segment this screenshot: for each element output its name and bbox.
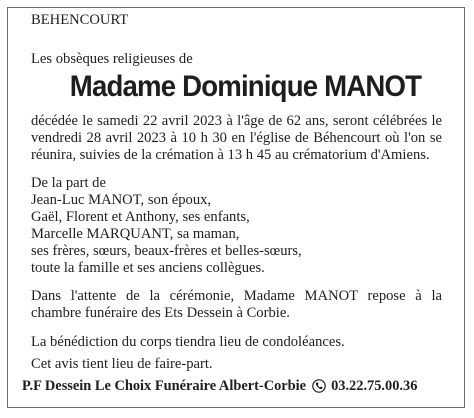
deceased-name: Madame Dominique MANOT: [69, 70, 422, 103]
town-name: BEHENCOURT: [31, 12, 129, 28]
family-line: toute la famille et ses anciens collègues.: [31, 260, 265, 276]
footer: [22, 377, 452, 395]
rest-line: Dans l'attente de la cérémonie, Madame MANOT repose à la: [31, 288, 442, 304]
details-line: décédée le samedi 22 avril 2023 à l'âge de 62 ans, seront célébrées le: [31, 113, 442, 129]
closing-text: Cet avis tient lieu de faire-part.: [31, 356, 213, 372]
phone-icon: [312, 379, 326, 393]
phone-number: 03.22.75.00.36: [331, 378, 418, 394]
family-line: De la part de: [31, 175, 106, 191]
family-line: Gaël, Florent et Anthony, ses enfants,: [31, 209, 250, 225]
blessing-text: La bénédiction du corps tiendra lieu de condoléances.: [31, 334, 345, 350]
intro-text: Les obsèques religieuses de: [31, 51, 193, 67]
funeral-home-name: P.F Dessein Le Choix Funéraire Albert-Corbie: [22, 378, 307, 394]
family-line: Marcelle MARQUANT, sa maman,: [31, 226, 240, 242]
family-line: ses frères, sœurs, beaux-frères et belles-sœurs,: [31, 243, 302, 259]
details-line: réunira, suivies de la crémation à 13 h 45 au crématorium d'Amiens.: [31, 147, 430, 163]
family-line: Jean-Luc MANOT, son époux,: [31, 192, 212, 208]
rest-line: chambre funéraire des Ets Dessein à Corbie.: [31, 305, 290, 321]
details-line: vendredi 28 avril 2023 à 10 h 30 en l'église de Béhencourt où l'on se: [31, 130, 442, 146]
